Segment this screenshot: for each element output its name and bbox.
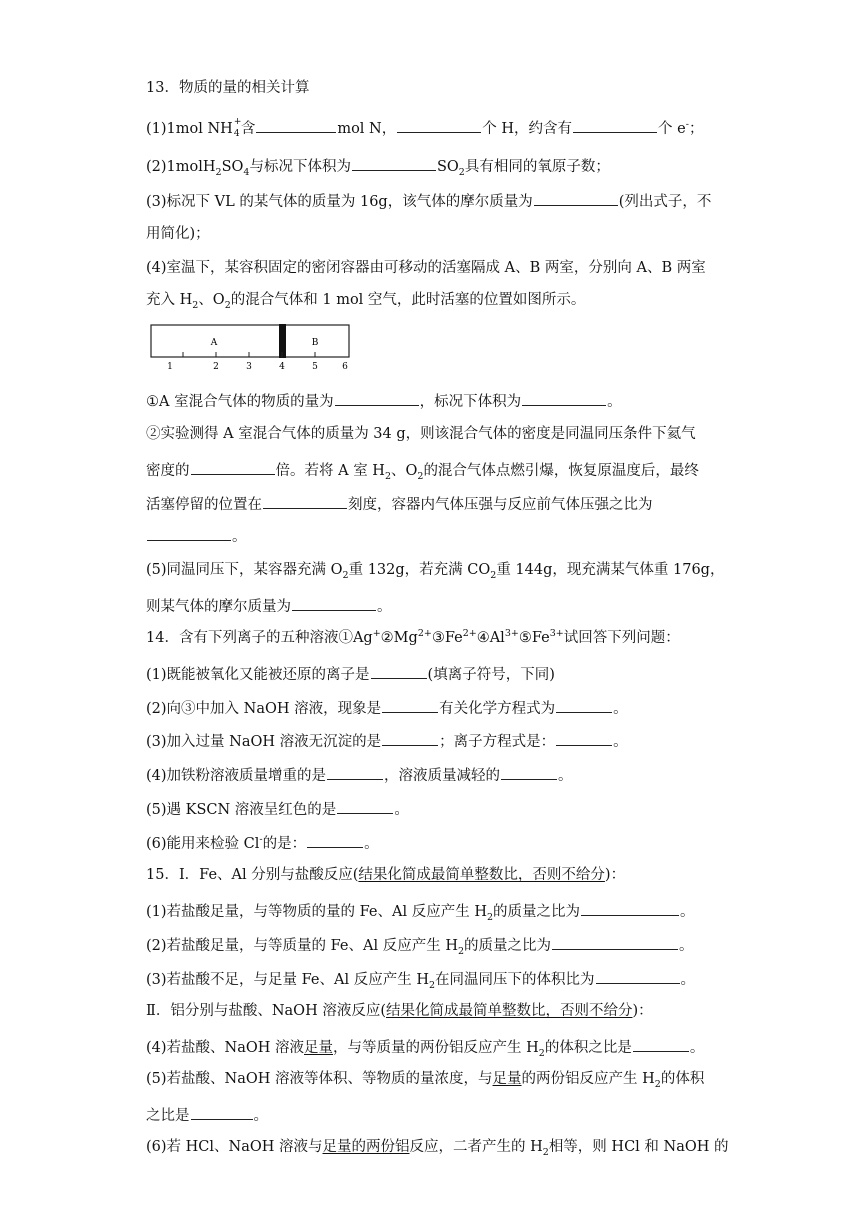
tick-label: 4 bbox=[279, 362, 285, 372]
answer-blank[interactable] bbox=[501, 763, 557, 780]
answer-blank[interactable] bbox=[256, 116, 336, 133]
answer-blank[interactable] bbox=[382, 729, 438, 746]
q13-part5-cont: 则某气体的摩尔质量为 。 bbox=[146, 594, 392, 617]
q13-sub2-cont2: 活塞停留的位置在 刻度，容器内气体压强与反应前气体压强之比为 bbox=[146, 492, 653, 515]
q14-part6: (6)能用来检验 Cl-的是： 。 bbox=[146, 831, 379, 854]
answer-blank[interactable] bbox=[522, 389, 606, 406]
q14-part3: (3)加入过量 NaOH 溶液无沉淀的是 ；离子方程式是： 。 bbox=[146, 729, 628, 752]
answer-blank[interactable] bbox=[292, 594, 376, 611]
container-box bbox=[151, 325, 349, 357]
answer-blank[interactable] bbox=[556, 729, 612, 746]
q13-part1: (1)1mol NH + 4 含 mol N， 个 H，约含有 个 e-； bbox=[146, 117, 704, 139]
piston-container-figure bbox=[150, 323, 352, 377]
tick-label: 6 bbox=[342, 362, 348, 372]
q14-part4: (4)加铁粉溶液质量增重的是 ，溶液质量减轻的 。 bbox=[146, 763, 573, 786]
q13-part4: (4)室温下，某容积固定的密闭容器由可移动的活塞隔成 A、B 两室，分别向 A、B 两室 bbox=[146, 260, 706, 276]
answer-blank[interactable] bbox=[337, 797, 393, 814]
answer-blank[interactable] bbox=[191, 1103, 253, 1120]
q13-part3-cont: 用简化)； bbox=[146, 226, 210, 242]
answer-blank[interactable] bbox=[573, 116, 657, 133]
answer-blank[interactable] bbox=[335, 389, 419, 406]
tick-label: 5 bbox=[312, 362, 318, 372]
q13-sub2-cont3: 。 bbox=[146, 524, 247, 547]
q14-part1: (1)既能被氧化又能被还原的离子是 (填离子符号，下同) bbox=[146, 662, 555, 685]
answer-blank[interactable] bbox=[633, 1035, 689, 1052]
answer-blank[interactable] bbox=[556, 696, 612, 713]
q15-part4: (4)若盐酸、NaOH 溶液足量，与等质量的两份铝反应产生 $H_2$的体积之比是 。 bbox=[146, 1035, 704, 1058]
q13-sub1: ①A 室混合气体的物质的量为 ，标况下体积为 。 bbox=[146, 389, 622, 412]
q14-part5: (5)遇 KSCN 溶液呈红色的是 。 bbox=[146, 797, 409, 820]
tick-label: 1 bbox=[167, 362, 173, 372]
q13-sub2-cont1: 密度的 倍。若将 A 室 $H_2$、$O_2$的混合气体点燃引爆，恢复原温度后，最终 bbox=[146, 458, 699, 481]
answer-blank[interactable] bbox=[147, 524, 231, 541]
q15-part5-cont: 之比是 。 bbox=[146, 1103, 268, 1126]
answer-blank[interactable] bbox=[581, 899, 679, 916]
answer-blank[interactable] bbox=[596, 967, 680, 984]
answer-blank[interactable] bbox=[307, 831, 363, 848]
q15-part2: (2)若盐酸足量，与等质量的 Fe、Al 反应产生 $H_2$的质量之比为 。 bbox=[146, 933, 694, 956]
answer-blank[interactable] bbox=[263, 492, 347, 509]
answer-blank[interactable] bbox=[534, 189, 618, 206]
q15-part1: (1)若盐酸足量，与等物质的量的 Fe、Al 反应产生 $H_2$的质量之比为 。 bbox=[146, 899, 695, 922]
q15-part5: (5)若盐酸、NaOH 溶液等体积、等物质的量浓度，与足量的两份铝反应产生 $H_2$的体积 bbox=[146, 1071, 705, 1090]
answer-blank[interactable] bbox=[397, 116, 481, 133]
q15-section-2-title: Ⅱ．铝分别与盐酸、NaOH 溶液反应(结果化简成最简单整数比，否则不给分)： bbox=[146, 1003, 653, 1019]
tick-label: 3 bbox=[246, 362, 252, 372]
q15-part3: (3)若盐酸不足，与足量 Fe、Al 反应产生 $H_2$在同温同压下的体积比为 。 bbox=[146, 967, 695, 990]
q13-part4-cont: 充入 $H_2$、$O_2$的混合气体和 1 mol 空气，此时活塞的位置如图所示。 bbox=[146, 292, 586, 311]
piston-diagram bbox=[150, 323, 352, 373]
q13-sub2: ②实验测得 A 室混合气体的质量为 34 g，则该混合气体的密度是同温同压条件下氦气 bbox=[146, 426, 696, 442]
tick-label: 2 bbox=[213, 362, 219, 372]
answer-blank[interactable] bbox=[371, 662, 427, 679]
q13-part2: $(2)1molH_2SO_4$与标况下体积为 $SO_2$具有相同的氧原子数； bbox=[146, 154, 610, 177]
answer-blank[interactable] bbox=[352, 154, 436, 171]
q15-part6: (6)若 HCl、NaOH 溶液与足量的两份铝反应，二者产生的 $H_2$相等，则 HCl 和 NaOH 的 bbox=[146, 1139, 729, 1158]
answer-blank[interactable] bbox=[552, 933, 678, 950]
answer-blank[interactable] bbox=[191, 458, 275, 475]
q13-part3: (3)标况下 VL 的某气体的质量为 16g，该气体的摩尔质量为 (列出式子，不 bbox=[146, 189, 711, 212]
answer-blank[interactable] bbox=[382, 696, 438, 713]
q14-part2: (2)向③中加入 NaOH 溶液，现象是 有关化学方程式为 。 bbox=[146, 696, 628, 719]
question-13-title: 13．物质的量的相关计算 bbox=[146, 80, 310, 96]
question-15-title: 15．Ⅰ．Fe、Al 分别与盐酸反应(结果化简成最简单整数比，否则不给分)： bbox=[146, 867, 626, 883]
chamber-b-label: B bbox=[311, 338, 319, 348]
chamber-a-label: A bbox=[210, 338, 218, 348]
q13-part5: (5)同温同压下，某容器充满 $O_2$重 132g，若充满 $CO_2$重 144g，现充满某气体重 176g， bbox=[146, 562, 725, 581]
question-14-title: 14．含有下列离子的五种溶液$①Ag^+②Mg^{2+}③Fe^{2+}④Al^{3+}⑤Fe^{3+}$试回答下列问题： bbox=[146, 628, 680, 646]
answer-blank[interactable] bbox=[327, 763, 383, 780]
